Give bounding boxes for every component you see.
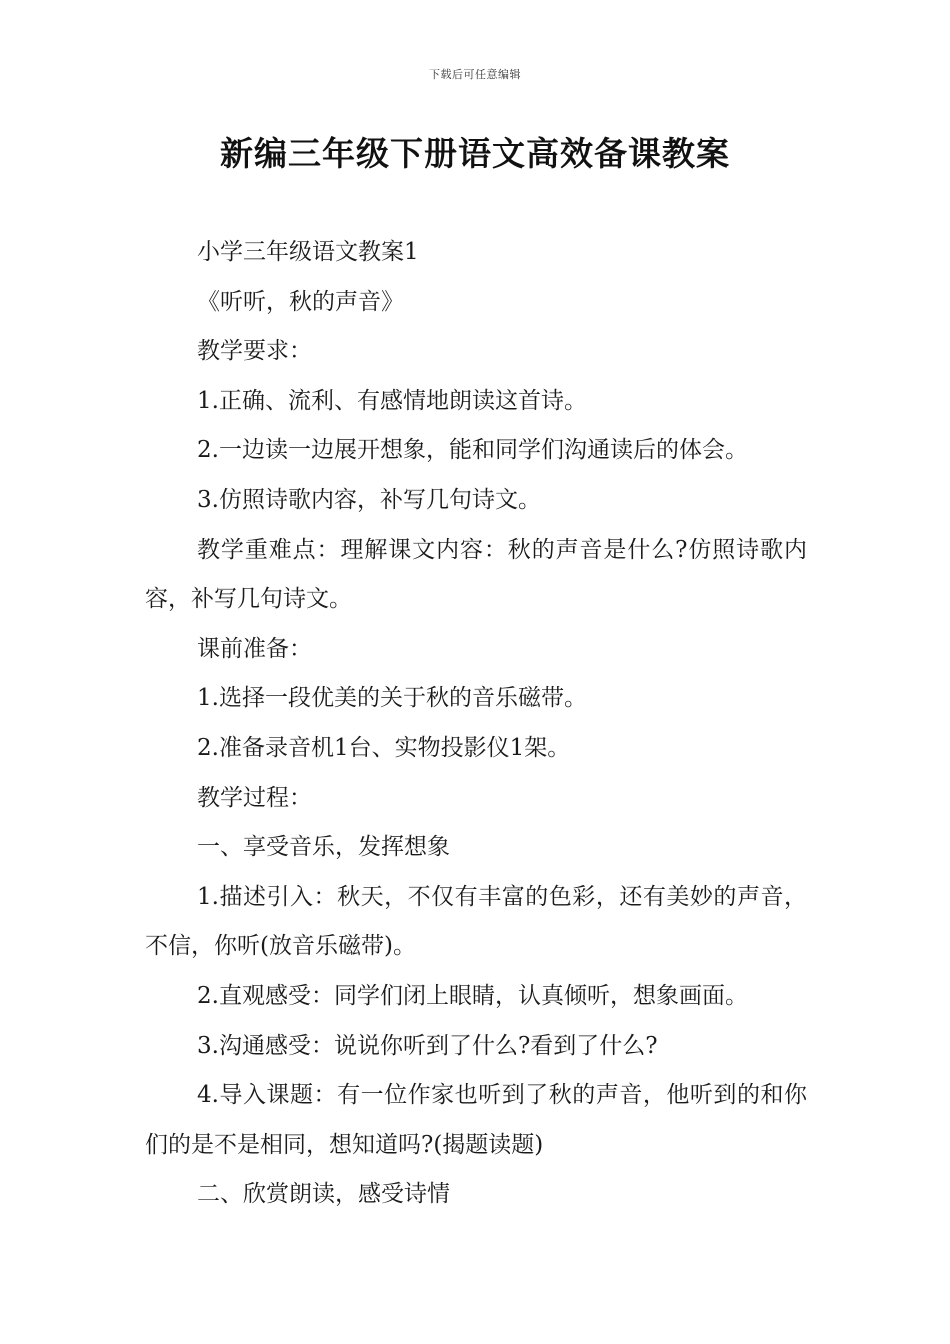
paragraph-requirement-2: 2.一边读一边展开想象，能和同学们沟通读后的体会。 bbox=[197, 437, 748, 464]
paragraph-preparation-heading: 课前准备： bbox=[197, 635, 312, 662]
paragraph-requirement-3: 3.仿照诗歌内容，补写几句诗文。 bbox=[197, 486, 541, 513]
paragraph-lesson-label: 小学三年级语文教案1 bbox=[197, 239, 419, 265]
paragraph-preparation-1: 1.选择一段优美的关于秋的音乐磁带。 bbox=[197, 685, 587, 712]
paragraph-step-1: 1.描述引入：秋天，不仅有丰富的色彩，还有美妙的声音，不信，你听(放音乐磁带)。 bbox=[145, 883, 807, 960]
paragraph-section-2-heading: 二、欣赏朗读，感受诗情 bbox=[197, 1181, 450, 1208]
paragraph-step-4: 4.导入课题：有一位作家也听到了秋的声音，他听到的和你们的是不是相同，想知道吗?(揭题读题) bbox=[145, 1082, 807, 1158]
paragraph-preparation-2: 2.准备录音机1台、实物投影仪1架。 bbox=[197, 734, 571, 761]
paragraph-section-1-heading: 一、享受音乐，发挥想象 bbox=[197, 834, 450, 861]
paragraph-requirement-1: 1.正确、流利、有感情地朗读这首诗。 bbox=[197, 387, 587, 414]
paragraph-step-2: 2.直观感受：同学们闭上眼睛，认真倾听，想象画面。 bbox=[197, 982, 748, 1009]
header-note: 下载后可任意编辑 bbox=[429, 68, 521, 81]
document-title: 新编三年级下册语文高效备课教案 bbox=[220, 134, 730, 173]
paragraph-step-3: 3.沟通感受：说说你听到了什么?看到了什么? bbox=[197, 1032, 658, 1059]
paragraph-lesson-title: 《听听，秋的声音》 bbox=[197, 288, 404, 315]
paragraph-requirements-heading: 教学要求： bbox=[197, 338, 312, 365]
paragraph-key-points: 教学重难点：理解课文内容：秋的声音是什么?仿照诗歌内容，补写几句诗文。 bbox=[145, 536, 807, 613]
paragraph-process-heading: 教学过程： bbox=[197, 784, 312, 811]
document-body bbox=[145, 228, 807, 1220]
